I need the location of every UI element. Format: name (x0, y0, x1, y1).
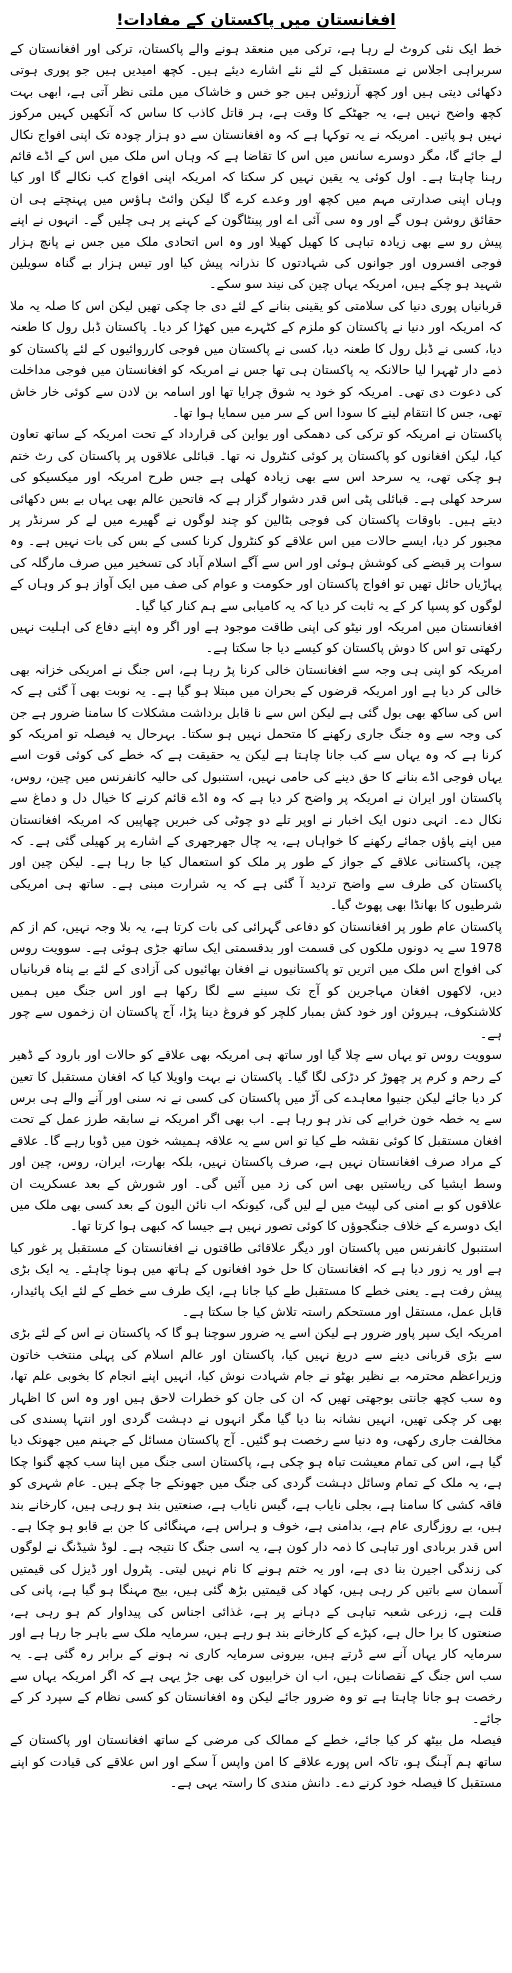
article-paragraph: قربانیاں پوری دنیا کی سلامتی کو یقینی بنانے کے لئے دی جا چکی تھیں لیکن اس کا صلہ یہ ملا کہ امریکہ اور دنیا نے پاکستان کو ملزم کے کٹہرے میں کھڑا کر دیا۔ پاکستان ڈبل رول کا طعنہ دیا، کسی نے ڈبل رول کا طعنہ دیا، کسی نے پاکستان میں فوجی کارروائیوں کے لئے پاکستان کو ذمے دار ٹھہرا لیا حالانکہ یہ پاکستان ہی تھا جس نے امریکہ کو افغانستان میں فوجی مداخلت کی دعوت دی تھی۔ امریکہ کو خود یہ شوق چرایا تھا اور اسامہ بن لادن سے کوئی خار خاش تھی، جس کا انتقام لینے کا سودا اس کے سر میں سمایا ہوا تھا۔ (10, 297, 502, 420)
article-paragraph: فیصلہ مل بیٹھ کر کیا جائے، خطے کے ممالک کی مرضی کے ساتھ افغانستان اور پاکستان کے ساتھ ہم آہنگ ہو، تاکہ اس پورے علاقے کا امن واپس آ سکے اور اس علاقے کی قیادت کو اپنے مستقبل کا فیصلہ خود کرنے دے۔ دانش مندی کا راستہ یہی ہے۔ (10, 1732, 502, 1790)
article-paragraph: سوویت روس تو یہاں سے چلا گیا اور ساتھ ہی امریکہ بھی علاقے کو حالات اور بارود کے ڈھیر کے رحم و کرم پر چھوڑ کر دڑکی لگا گیا۔ پاکستان نے بہت واویلا کیا کہ افغان مستقبل کا تعین کر دیا جائے لیکن جنیوا معاہدے کی آڑ میں پاکستان کی کسی نے نہ سنی اور آنے والے ہی برس سے یہ خطہ خون خرابے کی نذر ہو رہا ہے۔ اب بھی اگر امریکہ نے سابقہ طرز عمل کے تحت افغان مستقبل کا کوئی نقشہ طے کیا تو اس سے یہ علاقہ ہمیشہ خون میں ڈوبا رہے گا۔ علاقے کے مراد صرف افغانستان نہیں ہے، صرف پاکستان نہیں، بلکہ بھارت، ایران، روس، چین اور وسط ایشیا کی ریاستیں بھی اس کی زد میں آئیں گی۔ اور شورش کے بعد عسکریت ان علاقوں کو بے امنی کی لپیٹ میں لے لیں گی، کیونکہ اب نائن الیون کے بعد کسی بھی ملک میں ایک دوسرے کے خلاف جنگجوؤں کا کوئی تصور نہیں ہے جیسا کہ کبھی ہوا کرتا تھا۔ (10, 1047, 502, 1234)
article-paragraph: خط ایک نئی کروٹ لے رہا ہے، ترکی میں منعقد ہونے والے پاکستان، ترکی اور افغانستان کے سربراہی اجلاس نے مستقبل کے لئے نئے اشارے دیئے ہیں۔ کچھ امیدیں ہیں جو پوری ہوتی دکھائی دیتی ہیں اور کچھ آرزوئیں ہیں جو خس و خاشاک میں ملتی نظر آتی ہے، ابھی بہت کچھ واضح نہیں ہے، یہ جھٹکے کا وقت ہے، ہر قاتل کاذب کا ساس کہ آنکھیں کہیں مرکوز نہیں ہو پاتیں۔ امریکہ نے یہ توکہا ہے کہ وہ افغانستان سے دو ہزار چودہ تک اپنی افواج نکال لے جائے گا، مگر دوسرے سانس میں اس کا تقاضا ہے کہ وہاں اس ملک میں اس کے اڈے قائم رہنا چاہتا ہے۔ اول کوئی یہ یقین نہیں کر سکتا کہ امریکہ اپنی افواج کب نکالے گا اور کیا وہاں اپنی صدارتی مہم میں کچھ اور وعدے کرے گا لیکن وائٹ ہاؤس میں پہنچتے ہی ان حقائق روشن ہوں گے اور وہ سی آئی اے اور پینٹاگون کے کہنے پر ہی چلیں گے۔ انہوں نے اپنے پیش رو سے بھی زیادہ تباہی کا کھیل کھیلا اور وہ اس اتحادی ملک میں جس نے پانچ ہزار فوجی افسروں اور جوانوں کی شہادتوں کا نذرانہ پیش کیا اور تیس ہزار بے گناہ سویلین شہید ہو چکے ہیں، امریکہ یہاں چین کی نیند سو سکے۔ (10, 41, 502, 292)
article-paragraph: امریکہ کو اپنی ہی وجہ سے افغانستان خالی کرنا پڑ رہا ہے، اس جنگ نے امریکی خزانہ بھی خالی کر دیا ہے اور امریکہ قرضوں کے بحران میں مبتلا ہو گیا ہے۔ یہ نوبت بھی آ گئی ہے کہ اس کی ساکھ بھی بول گئی ہے لیکن اس سے نا قابل برداشت مشکلات کا سامنا ضرور ہے جن کی وجہ سے وہ جنگ جاری رکھنے کا متحمل نہیں ہو سکتا۔ بہرحال یہ فیصلہ تو امریکہ کو کرنا ہے کہ وہ یہاں سے کب جانا چاہتا ہے لیکن یہ حقیقت ہے کہ خطے کی کوئی قوت اسے یہاں فوجی اڈے بنانے کا حق دینے کی حامی نہیں، استنبول کی حالیہ کانفرنس میں چین، روس، پاکستان اور ایران نے امریکہ پر واضح کر دیا ہے کہ وہ اڈے قائم کرنے کا خیال دل و دماغ سے نکال دے۔ انہی دنوں ایک اخبار نے اوپر تلے دو چوٹی کی خبریں چھاپیں کہ امریکہ افغانستان میں اپنے پاؤں جمائے رکھنے کا خواہاں ہے، یہ چال جھرجھری کے اشارے پر کھیلی گئی ہے۔ کہ چین، پاکستانی علاقے کے جواز کے طور پر ملک کو استعمال کیا جا رہا ہے۔ لیکن چین اور پاکستان کی طرف سے واضح تردید آ گئی ہے کہ یہ شرارت مبنی ہے۔ ساتھ ہی امریکی شرطیوں کا بھانڈا بھی پھوٹ گیا۔ (10, 661, 502, 913)
article-paragraph: پاکستان نے امریکہ کو ترکی کی دھمکی اور یواین کی قرارداد کے تحت امریکہ کے ساتھ تعاون کیا، لیکن افغانوں کو پاکستان پر کوئی کنٹرول نہ تھا۔ قبائلی علاقوں پر پاکستان کی رٹ ختم ہو چکی تھی، یہ سرحد اس سے بھی زیادہ کھلی ہے جس طرح امریکہ اور میکسیکو کی سرحد کھلی ہے۔ قبائلی پٹی اس قدر دشوار گزار ہے کہ فاتحین عالم بھی یہاں بے بس دکھائی دیتے ہیں۔ باوقات پاکستان کی فوجی بٹالین کو چند لوگوں نے گھیرے میں لے کر سرنڈر پر مجبور کر دیا، ایسے حالات میں اس علاقے کو کنٹرول کرنا کسی کے بس کی بات نہیں ہے۔ وہ سوات پر قبضے کی کوشش ہوئی اور اس سے آگے اسلام آباد کی تسخیر میں صرف مارگلہ کی پہاڑیاں حائل تھیں تو افواج پاکستان اور حکومت و عوام کی صف میں ایک آواز ہو کر وہاں کے لوگوں کو پسپا کر کے یہ ثابت کر دیا کہ یہ کامیابی سے ہم کنار کیا گیا۔ (10, 426, 502, 613)
article-paragraph: پاکستان عام طور پر افغانستان کو دفاعی گہرائی کی بات کرتا ہے، یہ بلا وجہ نہیں، کم از کم 1978 سے یہ دونوں ملکوں کی قسمت اور بدقسمتی ایک ساتھ جڑی ہوئی ہے۔ سوویت روس کی افواج اس ملک میں اتریں تو پاکستانیوں نے افغان بھائیوں کی آزادی کے لئے بے پناہ قربانیاں دیں، لاکھوں افغان مہاجرین کو آج تک سینے سے لگا رکھا ہے اور اس جنگ میں ہمیں کلاشنکوف، ہیروئن اور خود کش بمبار کلچر کو فروغ دینا پڑا، آج پاکستان ان زخموں سے چور ہے۔ (10, 918, 502, 1041)
article-paragraph: استنبول کانفرنس میں پاکستان اور دیگر علاقائی طاقتوں نے افغانستان کے مستقبل پر غور کیا ہے اور یہ زور دیا ہے کہ افغانستان کا حل خود افغانوں کے ہاتھ میں ہونا چاہئے۔ یہ ایک بڑی پیش رفت ہے۔ یعنی خطے کا مستقبل طے کیا جانا ہے، ایک طرف سے خطے کے لئے ایک پائیدار، قابل عمل، مستقل اور مستحکم راستہ تلاش کیا جا سکتا ہے۔ (10, 1239, 502, 1319)
article-paragraph: امریکہ ایک سپر پاور ضرور ہے لیکن اسے یہ ضرور سوچنا ہو گا کہ پاکستان نے اس کے لئے بڑی سے بڑی قربانی دینے سے دریغ نہیں کیا، پاکستان اور عالم اسلام کی پہلی منتخب خاتون وزیراعظم محترمہ بے نظیر بھٹو نے جام شہادت نوش کیا، انہیں اپنے انجام کا بخوبی علم تھا، وہ سب کچھ جانتی بوجھتی تھیں کہ ان کی جان کو خطرات لاحق ہیں اور وہ اس کا اظہار بھی کر چکی تھیں، انہیں نشانہ بنا دیا گیا مگر انہوں نے دہشت گردی اور انتہا پسندی کی مخالفت جاری رکھی، وہ دنیا سے رخصت ہو گئیں۔ آج پاکستان مسائل کے جہنم میں جھونک دیا گیا ہے، اس کی تمام معیشت تباہ ہو چکی ہے، پاکستان اسی جنگ میں اپنا سب کچھ گنوا چکا ہے، یہ ملک کے تمام وسائل دہشت گردی کی جنگ میں جھونکے جا چکے ہیں۔ عام شہری کو فاقہ کشی کا سامنا ہے، بجلی نایاب ہے، گیس نایاب ہے، صنعتیں بند ہو رہی ہیں، کارخانے بند ہیں، بے روزگاری عام ہے، بدامنی ہے، خوف و ہراس ہے، مہنگائی کا جن بے قابو ہو چکا ہے۔ اس قدر بربادی اور تباہی کا ذمہ دار کون ہے، یہ اسی جنگ کا نتیجہ ہے۔ لوڈ شیڈنگ نے لوگوں کی زندگی اجیرن بنا دی ہے، اور یہ ختم ہونے کا نام نہیں لیتی۔ پٹرول اور ڈیزل کی قیمتیں آسمان سے باتیں کر رہی ہیں، کھاد کی قیمتیں بڑھ گئی ہیں، بیج مہنگا ہو گیا ہے، پانی کی قلت ہے، زرعی شعبہ تباہی کے دہانے پر ہے، غذائی اجناس کی پیداوار کم ہو رہی ہے، صنعتوں کا برا حال ہے، کپڑے کے کارخانے بند ہو رہے ہیں، سرمایہ ملک سے باہر جا رہا ہے اور سرمایہ کار یہاں آنے سے ڈرتے ہیں، بیرونی سرمایہ کاری نہ ہونے کے برابر رہ گئی ہے۔ یہ سب اس جنگ کے نقصانات ہیں، اب ان خرابیوں کی بھی جڑ یہی ہے کہ اگر امریکہ یہاں سے رخصت ہو جانا چاہتا ہے تو وہ ضرور جائے لیکن وہ افغانستان کو کسی نظام کے سپرد کر کے جائے۔ (10, 1325, 502, 1726)
article-paragraph: افغانستان میں امریکہ اور نیٹو کی اپنی طاقت موجود ہے اور اگر وہ اپنے دفاع کی اہلیت نہیں رکھتی تو اس کا دوش پاکستان کو کیسے دیا جا سکتا ہے۔ (10, 618, 502, 656)
article-body (10, 38, 502, 1793)
article-title: افغانستان میں پاکستان کے مفادات! (116, 10, 396, 29)
